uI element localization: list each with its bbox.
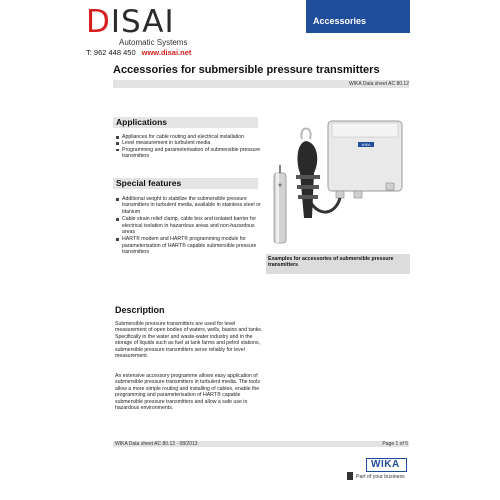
footer-tagline: Part of your business <box>356 474 405 480</box>
accessories-photo <box>266 113 410 253</box>
description-paragraph: Submersible pressure transmitters are used for level measurement of open bodies of waters, wells, basins and tanks. Specifically in the water and waste-water industry and in the storage of liquids such as fuel at tank farms and petrol stations, submersible pressure transmitters serve reliably for level measurement. <box>115 321 263 360</box>
website-link[interactable]: www.disai.net <box>141 48 192 57</box>
clamp-band-3 <box>298 195 318 199</box>
wika-brand: WIKA <box>371 459 400 470</box>
logo-subtitle: Automatic Systems <box>119 38 188 47</box>
list-item: HART® modem and HART® programming module for parameterisation of HART® capable submersible pressure transmitters <box>116 236 261 255</box>
cable-gland-middle <box>354 191 362 198</box>
list-item: Additional weight to stabilize the submersible pressure transmitters in turbulent media, available in stainless steel or titanium <box>116 196 261 215</box>
clamp-band-1 <box>296 175 320 179</box>
cable-gland-right <box>386 183 394 190</box>
logo-initial: D <box>86 4 111 40</box>
features-heading: Special features <box>116 178 182 188</box>
phone-number: T: 962 448 450 <box>86 48 136 57</box>
cable-box-brand: WIKA <box>361 143 371 147</box>
clamp-hook <box>301 129 310 140</box>
document-title: Accessories for submersible pressure transmitters <box>113 64 380 76</box>
datasheet-id: WIKA Data sheet AC 80.12 <box>348 81 409 87</box>
list-item: Cable strain relief clamp, cable box and isolated barrier for electrical isolation in hazardous areas and non-hazardous areas <box>116 216 261 235</box>
accessories-illustration <box>266 113 410 253</box>
features-list <box>116 196 261 256</box>
description-paragraph: An extensive accessory programme allows easy application of submersible pressure transmitters in turbulent media. The tools allow a more simple routing and installing of cables, enable the programming and parameterisation of HART® capable submersible pressure transmitters and allow a safe use in hazardous environments. <box>115 373 260 412</box>
contact-line <box>86 48 191 57</box>
weight-screw <box>279 184 282 187</box>
weight-highlight <box>276 173 279 243</box>
list-item: Appliances for cable routing and electrical installation <box>116 134 261 140</box>
tagline-mark-icon <box>347 472 353 480</box>
logo-rest: ISAI <box>110 4 175 40</box>
list-item: Programming and parameterisation of submersible pressure transmitters <box>116 147 261 160</box>
disai-logo <box>86 2 175 42</box>
applications-list <box>116 134 261 160</box>
description-heading: Description <box>115 305 165 315</box>
footer-datasheet: WIKA Data sheet AC 80.12 · 08/2013 <box>115 441 198 447</box>
cable-gland-left <box>336 191 344 198</box>
applications-heading: Applications <box>116 117 168 127</box>
cable-box-lid <box>332 123 398 137</box>
accessories-tab-label: Accessories <box>313 16 367 26</box>
list-item: Level measurement in turbulent media <box>116 140 261 146</box>
clamp-band-2 <box>297 185 319 189</box>
figure-caption: Examples for accessories of submersible pressure transmitters <box>268 256 394 269</box>
page-number: Page 1 of 5 <box>382 441 408 447</box>
